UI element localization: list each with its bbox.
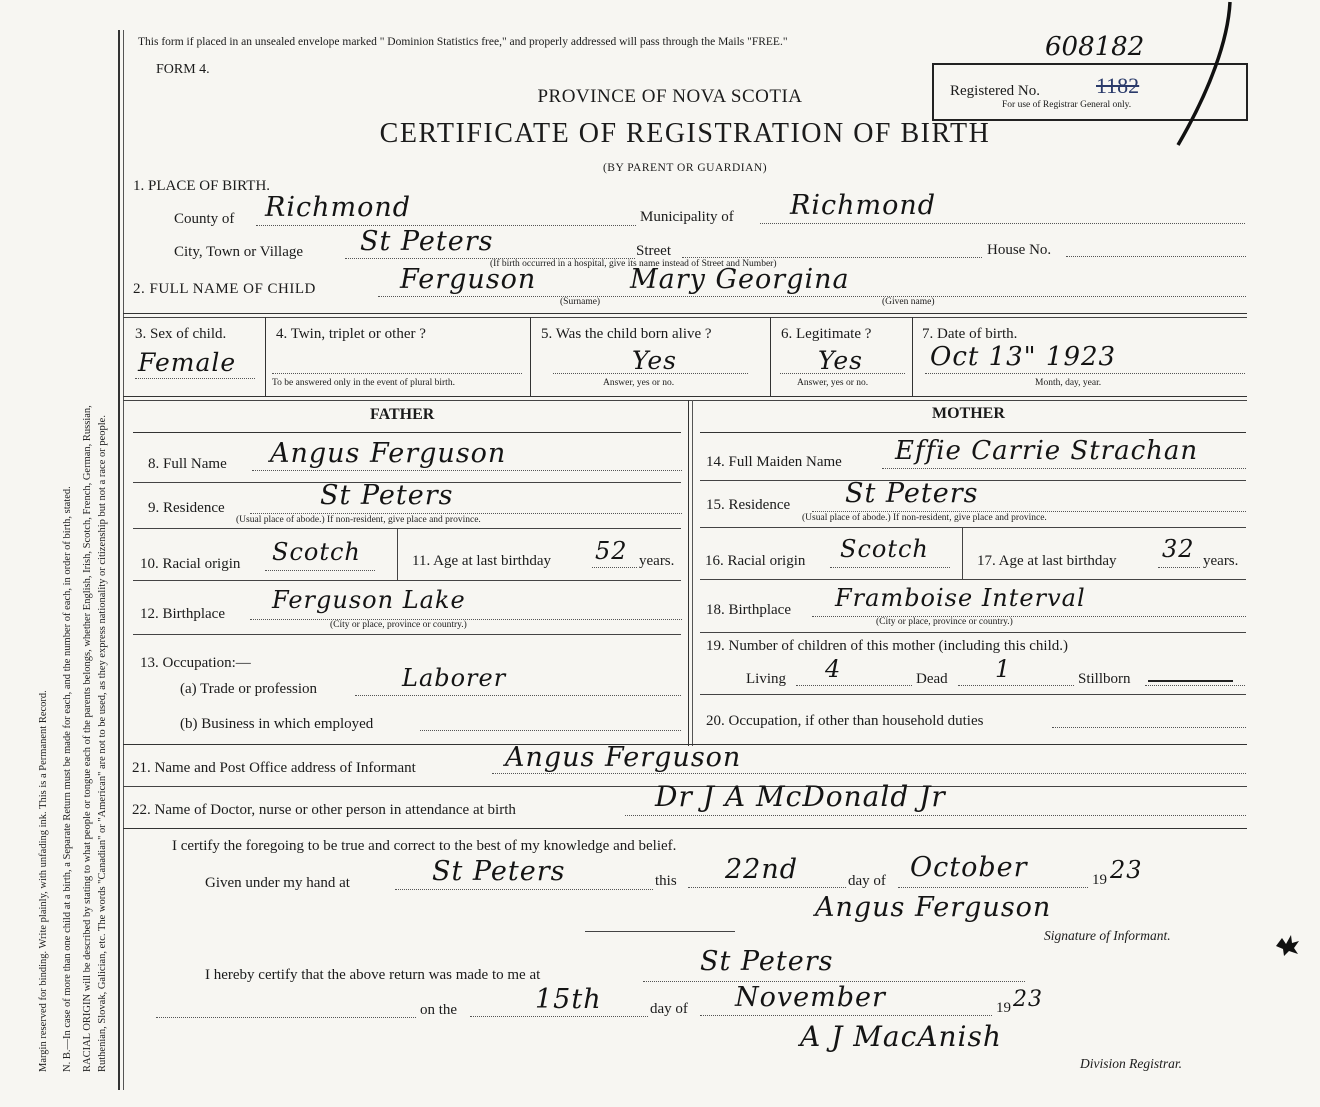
registered-value: 1182 bbox=[1096, 73, 1140, 98]
informant-signature: Angus Ferguson bbox=[815, 892, 1052, 923]
trade-label: (a) Trade or profession bbox=[180, 681, 318, 697]
registered-day-of-label: day of bbox=[650, 1001, 688, 1017]
sex-label: 3. Sex of child. bbox=[135, 326, 227, 342]
father-name-label: 8. Full Name bbox=[148, 456, 227, 472]
born-alive-value: Yes bbox=[632, 346, 677, 375]
form-number: FORM 4. bbox=[156, 62, 210, 77]
child-given-name-value: Mary Georgina bbox=[630, 264, 850, 295]
child-name-label: 2. FULL NAME OF CHILD bbox=[133, 281, 316, 297]
this-label: this bbox=[655, 873, 677, 889]
mother-residence-value: St Peters bbox=[845, 478, 979, 509]
date-of-birth-value: Oct 13" 1923 bbox=[930, 342, 1117, 372]
born-alive-label: 5. Was the child born alive ? bbox=[541, 326, 712, 342]
registrar-statement: I hereby certify that the above return was made to me at bbox=[205, 967, 541, 983]
mother-name-value: Effie Carrie Strachan bbox=[895, 436, 1199, 466]
mother-occupation-label: 20. Occupation, if other than household duties bbox=[706, 713, 984, 729]
mother-birthplace-label: 18. Birthplace bbox=[706, 602, 791, 618]
given-year-prefix: 19 bbox=[1092, 872, 1107, 888]
mother-racial-value: Scotch bbox=[840, 535, 929, 563]
given-year-value: 23 bbox=[1110, 856, 1143, 884]
given-name-caption: (Given name) bbox=[882, 297, 935, 307]
father-age-label: 11. Age at last birthday bbox=[412, 553, 551, 569]
mother-racial-label: 16. Racial origin bbox=[705, 553, 806, 569]
surname-caption: (Surname) bbox=[560, 297, 601, 307]
informant-label: 21. Name and Post Office address of Informant bbox=[132, 760, 416, 776]
father-name-value: Angus Ferguson bbox=[270, 438, 507, 469]
mother-age-unit: years. bbox=[1203, 553, 1239, 569]
informant-value: Angus Ferguson bbox=[505, 742, 742, 773]
hospital-note: (If birth occurred in a hospital, give its name instead of Street and Number) bbox=[490, 259, 777, 269]
certify-statement: I certify the foregoing to be true and correct to the best of my knowledge and belief. bbox=[172, 838, 677, 854]
doctor-value: Dr J A McDonald Jr bbox=[655, 780, 946, 813]
mail-notice: This form if placed in an unsealed envelope marked " Dominion Statistics free," and properly addressed will pass through the Mails "FREE." bbox=[138, 36, 788, 48]
given-day-value: 22nd bbox=[725, 854, 799, 885]
margin-nb-note: N. B.—In case of more than one child at a birth, a Separate Return must be made for each, and the number of each, in order of birth, stated. bbox=[62, 486, 73, 1072]
living-value: 4 bbox=[825, 655, 842, 683]
given-under-hand-label: Given under my hand at bbox=[205, 875, 350, 891]
children-count-label: 19. Number of children of this mother (including this child.) bbox=[706, 638, 1069, 654]
city-value: St Peters bbox=[360, 226, 494, 257]
pen-stroke-mark bbox=[1170, 0, 1240, 150]
registered-year-value: 23 bbox=[1013, 987, 1043, 1012]
margin-racial-note-1: RACIAL ORIGIN will be described by stating to what people or tongue each of the parents belongs, whether English, Irish, Scotch, French, German, Russian, bbox=[82, 405, 93, 1072]
dead-label: Dead bbox=[916, 671, 948, 687]
child-surname-value: Ferguson bbox=[400, 264, 537, 295]
county-label: County of bbox=[174, 211, 235, 227]
father-occupation-label: 13. Occupation:— bbox=[140, 655, 251, 671]
date-of-birth-label: 7. Date of birth. bbox=[922, 326, 1018, 342]
father-racial-label: 10. Racial origin bbox=[140, 556, 241, 572]
province-heading: PROVINCE OF NOVA SCOTIA bbox=[537, 86, 803, 107]
stillborn-label: Stillborn bbox=[1078, 671, 1131, 687]
division-registrar-label: Division Registrar. bbox=[1080, 1056, 1183, 1071]
business-label: (b) Business in which employed bbox=[180, 716, 374, 732]
father-residence-note: (Usual place of abode.) If non-resident, give place and province. bbox=[236, 515, 481, 525]
stillborn-dash bbox=[1148, 680, 1233, 682]
registrar-place-value: St Peters bbox=[700, 946, 834, 977]
living-label: Living bbox=[746, 671, 786, 687]
serial-number: 608182 bbox=[1045, 32, 1145, 62]
father-residence-label: 9. Residence bbox=[148, 500, 225, 516]
mother-birthplace-note: (City or place, province or country.) bbox=[876, 617, 1013, 627]
municipality-value: Richmond bbox=[790, 190, 937, 221]
place-of-birth-label: 1. PLACE OF BIRTH. bbox=[133, 178, 271, 194]
certificate-subtitle: (BY PARENT OR GUARDIAN) bbox=[602, 162, 768, 174]
informant-signature-label: Signature of Informant. bbox=[1044, 928, 1171, 943]
registered-day-value: 15th bbox=[535, 984, 602, 1015]
born-alive-note: Answer, yes or no. bbox=[603, 378, 675, 388]
street-label: Street bbox=[636, 243, 671, 259]
mother-residence-note: (Usual place of abode.) If non-resident, give place and province. bbox=[802, 513, 1047, 523]
certificate-title: CERTIFICATE OF REGISTRATION OF BIRTH bbox=[379, 118, 991, 149]
trade-value: Laborer bbox=[402, 664, 507, 692]
father-age-value: 52 bbox=[595, 537, 628, 565]
ink-blot-mark bbox=[1272, 932, 1302, 958]
mother-birthplace-value: Framboise Interval bbox=[835, 584, 1086, 612]
margin-binding-note: Margin reserved for binding. Write plainly, with unfading ink. This is a Permanent Record. bbox=[38, 690, 49, 1072]
father-birthplace-label: 12. Birthplace bbox=[140, 606, 225, 622]
dead-value: 1 bbox=[995, 655, 1012, 683]
twin-label: 4. Twin, triplet or other ? bbox=[276, 326, 426, 342]
registrar-note: For use of Registrar General only. bbox=[1002, 100, 1132, 110]
registered-month-value: November bbox=[735, 982, 886, 1013]
sex-value: Female bbox=[138, 348, 237, 377]
mother-age-label: 17. Age at last birthday bbox=[977, 553, 1117, 569]
twin-note: To be answered only in the event of plural birth. bbox=[272, 378, 455, 388]
doctor-label: 22. Name of Doctor, nurse or other person in attendance at birth bbox=[132, 802, 516, 818]
given-month-value: October bbox=[910, 852, 1028, 883]
mother-residence-label: 15. Residence bbox=[706, 497, 791, 513]
on-the-label: on the bbox=[420, 1002, 458, 1018]
father-residence-value: St Peters bbox=[320, 480, 454, 511]
left-border bbox=[118, 30, 120, 1090]
mother-name-label: 14. Full Maiden Name bbox=[706, 454, 842, 470]
registered-year-prefix: 19 bbox=[996, 1000, 1011, 1016]
city-label: City, Town or Village bbox=[174, 244, 304, 260]
house-number-label: House No. bbox=[987, 242, 1052, 258]
legitimate-value: Yes bbox=[818, 346, 863, 375]
father-birthplace-value: Ferguson Lake bbox=[272, 586, 466, 614]
registrar-signature: A J MacAnish bbox=[800, 1020, 1002, 1053]
margin-racial-note-2: Ruthenian, Slovak, Galician, etc. The words "Canadian" or "American" are not to be used, as they express nationality or citizenship but not a race or people. bbox=[97, 415, 108, 1072]
father-age-unit: years. bbox=[639, 553, 675, 569]
father-heading: FATHER bbox=[370, 406, 435, 423]
municipality-label: Municipality of bbox=[640, 209, 734, 225]
legitimate-label: 6. Legitimate ? bbox=[781, 326, 872, 342]
father-birthplace-note: (City or place, province or country.) bbox=[330, 620, 467, 630]
given-day-of-label: day of bbox=[848, 873, 886, 889]
left-border-inner bbox=[123, 30, 124, 1090]
father-racial-value: Scotch bbox=[272, 538, 361, 566]
mother-heading: MOTHER bbox=[932, 405, 1005, 422]
given-place-value: St Peters bbox=[432, 856, 566, 887]
legitimate-note: Answer, yes or no. bbox=[797, 378, 869, 388]
registered-label: Registered No. bbox=[950, 83, 1040, 99]
mother-age-value: 32 bbox=[1162, 535, 1195, 563]
county-value: Richmond bbox=[265, 192, 412, 223]
date-of-birth-note: Month, day, year. bbox=[1035, 378, 1102, 388]
